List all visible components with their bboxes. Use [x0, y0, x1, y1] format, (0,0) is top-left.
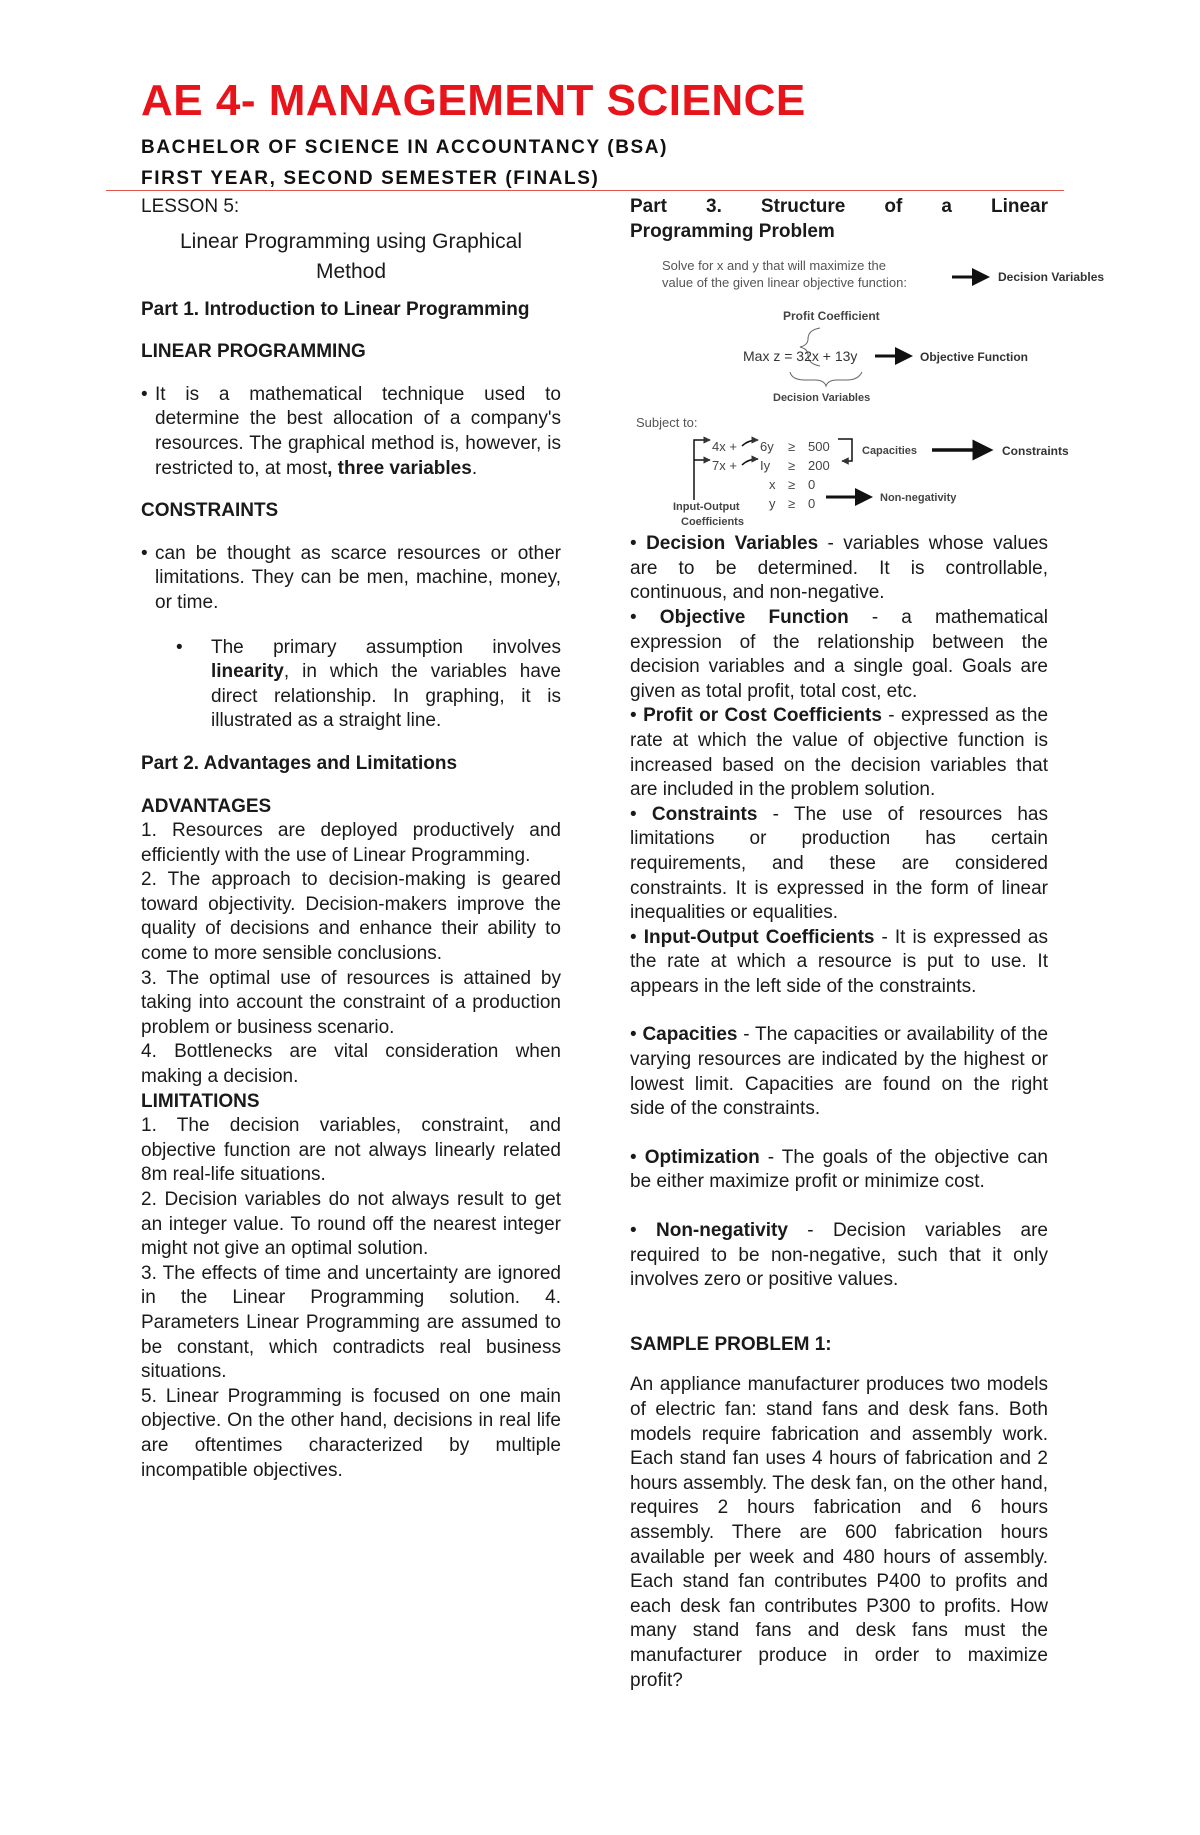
- advantages-heading: ADVANTAGES: [141, 795, 272, 817]
- list-item: 1. The decision variables, constraint, and objective function are not always linearly related 8m real-life situations.: [141, 1115, 561, 1186]
- definition-item: • Profit or Cost Coefficients - expressed as the rate at which the value of objective function is increased based on the decision variables that are included in the problem solution.: [630, 705, 1049, 801]
- definition-item: • Objective Function - a mathematical expression of the relationship between the decision variables and a single goal. Goals are given as total profit, total cost, etc.: [630, 606, 1048, 702]
- definition-item: • Capacities - The capacities or availability of the varying resources are indicated by the highest or lowest limit. Capacities are found on the right side of the constraints.: [630, 1024, 1049, 1120]
- label-profit-coefficient: Profit Coefficient: [783, 309, 880, 324]
- label-decision-variables: Decision Variables: [998, 270, 1105, 285]
- c4-var: y: [769, 496, 776, 512]
- part3-heading-line2: Programming Problem: [630, 220, 835, 242]
- lp-heading: LINEAR PROGRAMMING: [141, 341, 366, 363]
- limitations-list: [141, 1114, 561, 1483]
- label-io-coefficients-2: Coefficients: [681, 516, 744, 529]
- advantages-list: [141, 819, 561, 1090]
- bullet-icon: •: [176, 636, 183, 658]
- definition-item: • Non-negativity - Decision variables are required to be non-negative, such that it only involves zero or positive values.: [630, 1220, 1048, 1291]
- left-column: [141, 195, 561, 1483]
- bullet-icon: •: [141, 383, 148, 405]
- solve-text-line1: Solve for x and y that will maximize the: [662, 258, 886, 274]
- c1-term-b: 6y: [760, 439, 774, 455]
- document-title: AE 4- MANAGEMENT SCIENCE: [141, 76, 806, 125]
- list-item: 2. The approach to decision-making is geared toward objectivity. Decision-makers improve the quality of decisions and enhance their ability to come to more sensible conclusions.: [141, 869, 561, 965]
- right-column: [630, 195, 1105, 1693]
- label-io-coefficients-1: Input-Output: [673, 501, 740, 514]
- definitions-list: [630, 532, 1048, 1293]
- label-non-negativity: Non-negativity: [880, 492, 957, 505]
- part3-heading: Part 3. Structure of a Linear: [630, 196, 1048, 217]
- io-arrow-icon: [742, 440, 758, 446]
- lesson-title: Linear Programming using Graphical Method: [180, 229, 522, 283]
- brace-icon: [790, 372, 862, 386]
- definition-item: • Decision Variables - variables whose values are to be determined. It is controllable, continuous, and non-negative.: [630, 533, 1049, 604]
- c1-op: ≥: [788, 439, 796, 455]
- label-objective-function: Objective Function: [920, 350, 1029, 365]
- list-item: 4. Bottlenecks are vital consideration when making a decision.: [141, 1041, 561, 1088]
- header-divider: [106, 190, 1064, 191]
- part1-heading: Part 1. Introduction to Linear Programming: [141, 298, 530, 320]
- c2-rhs: 200: [808, 458, 830, 474]
- constraints-heading: CONSTRAINTS: [141, 500, 279, 522]
- list-item: 2. Decision variables do not always result to get an integer value. To round off the nearest integer might not give an optimal solution.: [141, 1189, 561, 1260]
- list-item: 5. Linear Programming is focused on one main objective. On the other hand, decisions in real life are oftentimes characterized by multiple incompatible objectives.: [141, 1385, 561, 1481]
- c2-term-b: Iy: [760, 458, 771, 474]
- c3-op: ≥: [788, 477, 796, 493]
- label-capacities: Capacities: [862, 445, 918, 458]
- definition-item: • Constraints - The use of resources has limitations or production has certain requirements, and these are considered constraints. It is expressed in the form of linear inequalities or equalities.: [630, 803, 1048, 924]
- limitations-heading: LIMITATIONS: [141, 1090, 260, 1112]
- c3-var: x: [769, 477, 776, 493]
- sample-problem-heading: SAMPLE PROBLEM 1:: [630, 1333, 832, 1355]
- label-constraints: Constraints: [1002, 444, 1069, 459]
- list-item: 3. The optimal use of resources is attained by taking into account the constraint of a production problem or business scenario.: [141, 967, 561, 1038]
- c4-op: ≥: [788, 496, 796, 512]
- c2-op: ≥: [788, 458, 796, 474]
- c1-term-a: 4x +: [712, 439, 737, 455]
- program-subtitle: BACHELOR OF SCIENCE IN ACCOUNTANCY (BSA): [141, 137, 669, 158]
- lp-bullet: • It is a mathematical technique used to determine the best allocation of a company's resources. The graphical method is, however, is restricted to, at most, three variables.: [141, 383, 561, 479]
- subject-to-label: Subject to:: [636, 415, 698, 431]
- part2-heading: Part 2. Advantages and Limitations: [141, 752, 458, 774]
- bullet-icon: •: [141, 542, 148, 564]
- c3-rhs: 0: [808, 477, 816, 493]
- lp-structure-diagram: [630, 250, 1105, 532]
- c1-rhs: 500: [808, 439, 830, 455]
- definition-item: • Optimization - The goals of the objective can be either maximize profit or minimize cost.: [630, 1146, 1048, 1193]
- c4-rhs: 0: [808, 496, 816, 512]
- assumption-bullet: • The primary assumption involves linearity, in which the variables have direct relationship. In graphing, it is illustrated as a straight line.: [176, 636, 561, 732]
- list-item: 3. The effects of time and uncertainty are ignored in the Linear Programming solution. 4. Parameters Linear Programming are assumed to be constant, which contradicts real business situations.: [141, 1262, 561, 1383]
- c2-term-a: 7x +: [712, 458, 737, 474]
- lesson-label: LESSON 5:: [141, 196, 240, 217]
- constraints-bullet: • can be thought as scarce resources or other limitations. They can be men, machine, money, or time.: [141, 542, 561, 613]
- definition-item: • Input-Output Coefficients - It is expressed as the rate at which a resource is put to use. It appears in the left side of the constraints.: [630, 926, 1048, 997]
- io-arrow-icon: [694, 440, 710, 500]
- io-arrow-icon: [742, 459, 758, 465]
- sample-problem-text: An appliance manufacturer produces two models of electric fan: stand fans and desk fans. Both models require fabrication and assembly work. Each stand fan uses 4 hours of fabrication and 2 hours assembly. The desk fan, on the other hand, requires 2 hours fabrication and 6 hours assembly. There are 600 fabrication hours available per week and 480 hours of assembly. Each stand fan contributes P400 to profits and each desk fan contributes P300 to profits. How many stand fans and desk fans must the manufacturer produce in order to maximize profit?: [630, 1374, 1048, 1691]
- list-item: 1. Resources are deployed productively and efficiently with the use of Linear Programming.: [141, 820, 561, 866]
- label-decision-variables-small: Decision Variables: [773, 392, 871, 405]
- solve-text-line2: value of the given linear objective function:: [662, 275, 907, 291]
- term-subtitle: FIRST YEAR, SECOND SEMESTER (FINALS): [141, 168, 600, 189]
- capacity-bracket-icon: [842, 439, 852, 461]
- max-equation: Max z = 32x + 13y: [743, 348, 858, 365]
